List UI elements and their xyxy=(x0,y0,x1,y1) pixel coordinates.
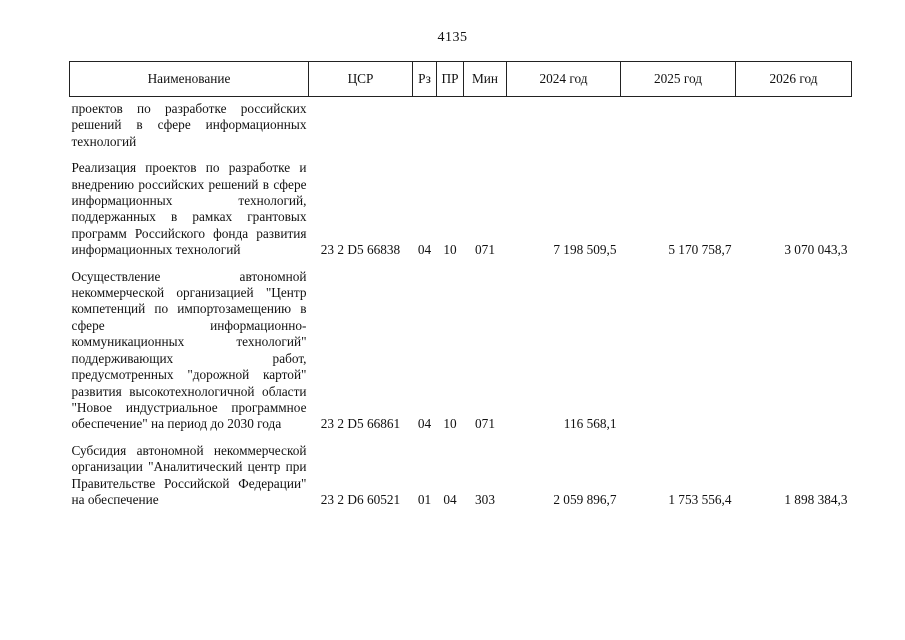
row-gap xyxy=(70,433,852,443)
header-name: Наименование xyxy=(70,62,309,97)
header-rz: Рз xyxy=(413,62,437,97)
row-csr: 23 2 D5 66861 xyxy=(320,416,401,432)
row-min xyxy=(464,97,507,151)
row-name: Реализация проектов по разработке и внедрению российских решений в сфере информационных технологий, поддержанных в рамках грантовых программ Российского фонда развития информационных технологий xyxy=(71,160,307,258)
row-rz xyxy=(413,97,437,151)
row-2025: 1 753 556,4 xyxy=(668,491,732,507)
row-name: Субсидия автономной некоммерческой организации "Аналитический центр при Правительстве Российской Федерации" на обеспечение xyxy=(71,442,307,507)
budget-table xyxy=(69,61,852,508)
row-2025: 5 170 758,7 xyxy=(668,242,732,258)
table-row xyxy=(70,269,852,433)
row-2026 xyxy=(736,97,852,151)
row-2026: 1 898 384,3 xyxy=(784,491,848,507)
row-csr: 23 2 D6 60521 xyxy=(320,491,401,507)
table-row xyxy=(70,97,852,151)
table-row xyxy=(70,160,852,258)
row-2024: 2 059 896,7 xyxy=(553,491,617,507)
header-csr: ЦСР xyxy=(309,62,413,97)
row-pr: 10 xyxy=(443,416,457,432)
row-pr: 10 xyxy=(443,242,457,258)
row-2025 xyxy=(621,97,736,151)
header-2024: 2024 год xyxy=(507,62,621,97)
row-gap xyxy=(70,259,852,269)
row-2024: 7 198 509,5 xyxy=(553,242,617,258)
row-gap xyxy=(70,150,852,160)
row-2024 xyxy=(507,97,621,151)
row-2024: 116 568,1 xyxy=(563,416,617,432)
header-min: Мин xyxy=(464,62,507,97)
row-pr xyxy=(437,97,464,151)
page-number: 4135 xyxy=(437,30,468,45)
header-2026: 2026 год xyxy=(736,62,852,97)
row-pr: 04 xyxy=(443,491,457,507)
row-2025 xyxy=(621,269,736,433)
row-name: проектов по разработке российских решений в сфере информационных технологий xyxy=(71,101,307,149)
table-header-row xyxy=(70,62,852,97)
row-name: Осуществление автономной некоммерческой организацией "Центр компетенций по импортозамещению в сфере информационно-коммуникационных технологий" поддерживающих работ, предусмотренных "дорожной картой" развития высокотехнологичной области "Новое индустриальное программное обеспечение" на период до 2030 года xyxy=(71,268,307,432)
row-min: 071 xyxy=(475,242,495,258)
header-2025: 2025 год xyxy=(621,62,736,97)
row-csr xyxy=(309,97,413,151)
row-2026 xyxy=(736,269,852,433)
row-csr: 23 2 D5 66838 xyxy=(320,242,401,258)
header-pr: ПР xyxy=(437,62,464,97)
row-min: 071 xyxy=(475,416,495,432)
table-row xyxy=(70,443,852,509)
row-2026: 3 070 043,3 xyxy=(784,242,848,258)
row-rz: 01 xyxy=(417,491,432,507)
row-rz: 04 xyxy=(417,242,432,258)
row-min: 303 xyxy=(475,491,495,507)
row-rz: 04 xyxy=(417,416,432,432)
